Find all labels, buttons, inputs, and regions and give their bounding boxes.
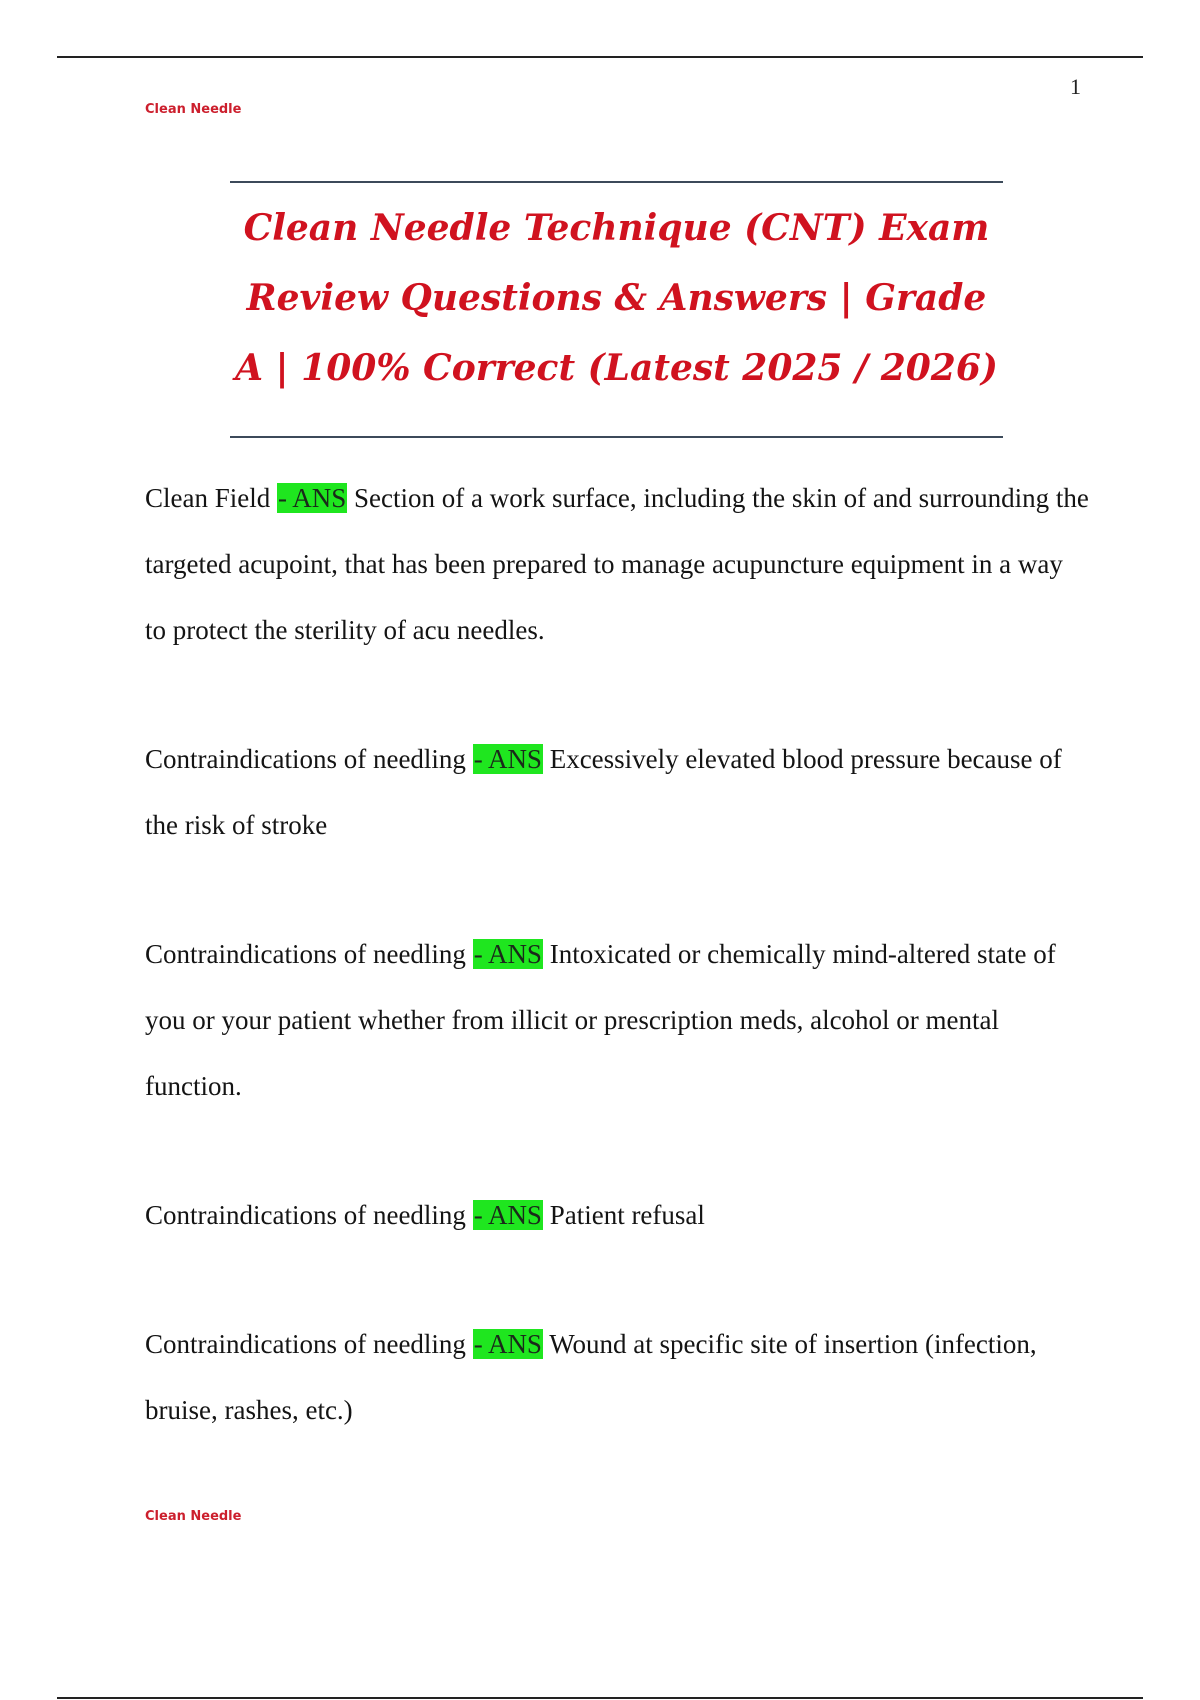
running-header: Clean Needle	[145, 102, 242, 117]
page-bottom-rule	[57, 1697, 1143, 1699]
title-rule-upper	[230, 181, 1003, 183]
qa-answer: Patient refusal	[549, 1200, 705, 1230]
answer-marker: - ANS	[473, 939, 542, 969]
qa-answer: Excessively elevated blood pressure because of the risk of stroke	[145, 744, 1062, 840]
qa-term: Contraindications of needling	[145, 1200, 466, 1230]
answer-marker: - ANS	[473, 1200, 542, 1230]
answer-marker: - ANS	[473, 1329, 542, 1359]
answer-marker: - ANS	[277, 483, 347, 513]
answer-marker: - ANS	[473, 744, 542, 774]
page-top-rule	[57, 56, 1143, 58]
page-number: 1	[1070, 74, 1081, 99]
running-footer: Clean Needle	[145, 1509, 242, 1524]
qa-answer: Section of a work surface, including the skin of and surrounding the targeted acupoint, that has been prepared to manage acupuncture equipment in a way to protect the sterility of acu needles.	[145, 483, 1089, 645]
qa-item	[145, 921, 1090, 1119]
qa-item	[145, 726, 1090, 858]
qa-term: Contraindications of needling	[145, 939, 466, 969]
qa-item	[145, 1182, 1090, 1248]
title-rule-lower	[230, 436, 1003, 438]
qa-term: Contraindications of needling	[145, 744, 466, 774]
qa-term: Clean Field	[145, 483, 271, 513]
qa-item	[145, 465, 1090, 663]
qa-list	[145, 465, 1090, 1443]
document-title: Clean Needle Technique (CNT) Exam Review Questions & Answers | Grade A | 100% Correct (Latest 2025 / 2026)	[235, 207, 998, 389]
qa-answer: Wound at specific site of insertion (infection, bruise, rashes, etc.)	[145, 1329, 1037, 1425]
qa-item	[145, 1311, 1090, 1443]
qa-term: Contraindications of needling	[145, 1329, 466, 1359]
qa-answer: Intoxicated or chemically mind-altered state of you or your patient whether from illicit or prescription meds, alcohol or mental function.	[145, 939, 1056, 1101]
